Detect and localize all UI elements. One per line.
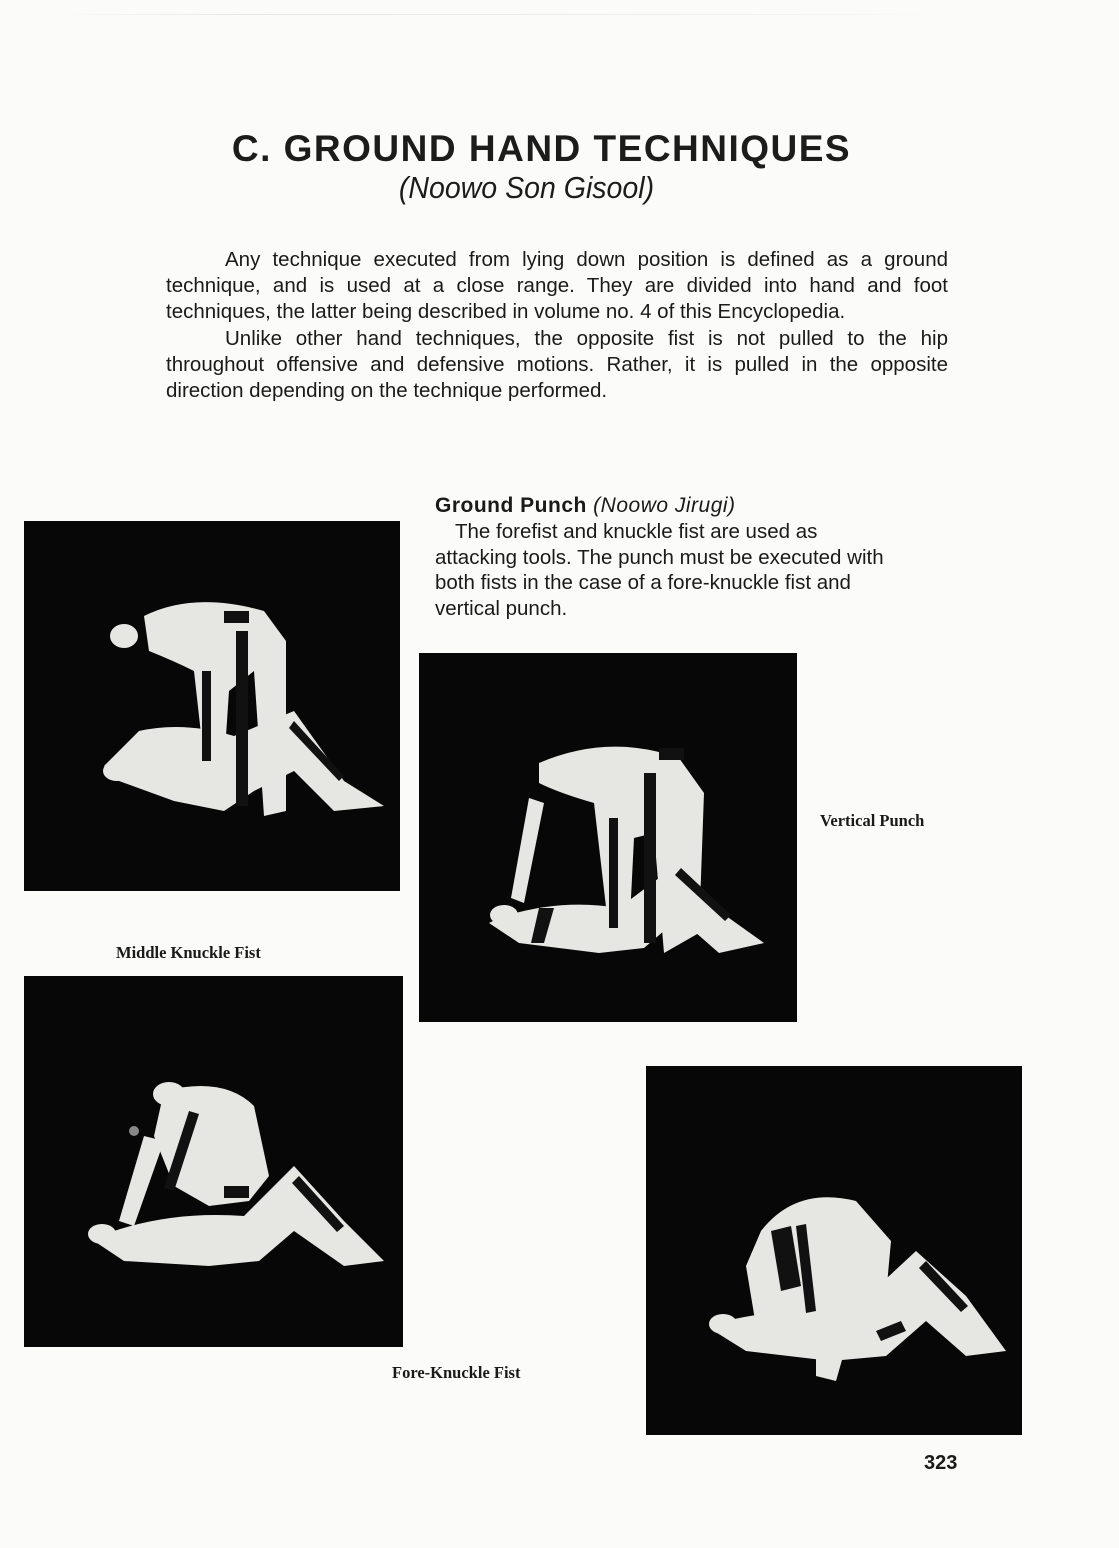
figure-illustration-icon [24,976,403,1347]
page-number: 323 [924,1452,958,1474]
ground-punch-section [435,493,887,621]
caption-fore-knuckle-fist: Fore-Knuckle Fist [392,1363,521,1382]
figure-illustration-icon [24,521,400,891]
intro-paragraph: Unlike other hand techniques, the opposite fist is not pulled to the hip throughout offensive and defensive motions. Rather, it is pulled in the opposite direction depending on the technique performed. [166,326,948,403]
caption-vertical-punch: Vertical Punch [820,811,925,830]
photo-middle-knuckle-fist [24,521,400,891]
page-subtitle: (Noowo Son Gisool) [398,170,655,205]
photo-ground-strike [24,976,403,1347]
scan-artifact-line [60,14,960,15]
page-title: C. GROUND HAND TECHNIQUES [231,128,852,169]
intro-text [166,247,948,404]
caption-middle-knuckle-fist: Middle Knuckle Fist [116,943,261,962]
intro-paragraph: Any technique executed from lying down position is defined as a ground technique, and is used at a close range. They are divided into hand and foot techniques, the latter being described in volume no. 4 of this Encyclopedia. [166,248,948,324]
section-heading-text: Ground Punch [435,494,587,517]
section-heading-native: (Noowo Jirugi) [593,494,736,517]
figure-illustration-icon [646,1066,1022,1435]
figure-illustration-icon [419,653,797,1022]
section-body: The forefist and knuckle fist are used as attacking tools. The punch must be executed with both fists in the case of a fore-knuckle fist and vertical punch. [435,520,884,620]
photo-vertical-punch [419,653,797,1022]
section-heading [435,493,887,519]
photo-fore-knuckle-fist [646,1066,1022,1435]
